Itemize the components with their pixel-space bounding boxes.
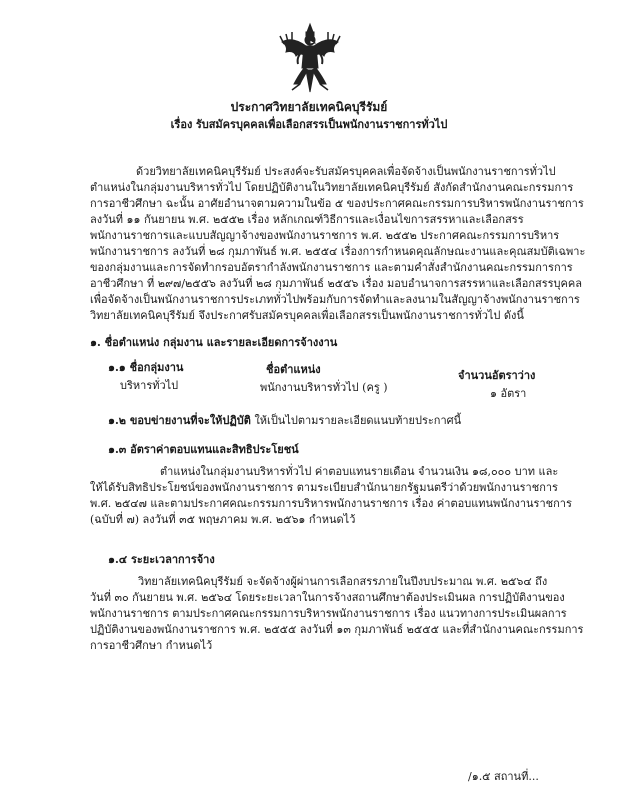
subject-text: รับสมัครบุคคลเพื่อเลือกสรรเป็นพนักงานราชการทั่วไป bbox=[195, 118, 448, 131]
scope-text: ให้เป็นไปตามรายละเอียดแนบท้ายประกาศนี้ bbox=[254, 414, 462, 427]
position-label: ชื่อตำแหน่ง bbox=[266, 363, 321, 376]
position-value: พนักงานบริหารทั่วไป (ครู ) bbox=[260, 381, 388, 394]
garuda-emblem-icon bbox=[278, 22, 342, 94]
intro-line: ลงวันที่ ๑๑ กันยายน พ.ศ. ๒๕๕๒ เรื่อง หลักเกณฑ์วิธีการและเงื่อนไขการสรรหาและเลือกสรร bbox=[90, 213, 524, 226]
intro-line: ของกลุ่มงานและการจัดทำกรอบอัตรากำลังพนักงานราชการ และตามคำสั่งสำนักงานคณะกรรมการการ bbox=[90, 261, 573, 274]
group-label: ๑.๑ ชื่อกลุ่มงาน bbox=[108, 361, 184, 374]
compensation-line: ตำแหน่งในกลุ่มงานบริหารทั่วไป ค่าตอบแทนรายเดือน จำนวนเงิน ๑๘,๐๐๐ บาท และ bbox=[160, 465, 559, 478]
subject-line bbox=[0, 118, 618, 132]
employment-period-label: ๑.๔ ระยะเวลาการจ้าง bbox=[108, 553, 215, 566]
scope-line bbox=[108, 414, 461, 428]
intro-line: วิทยาลัยเทคนิคบุรีรัมย์ จึงประกาศรับสมัครบุคคลเพื่อเลือกสรรเป็นพนักงานราชการทั่วไป ดังนี้ bbox=[90, 309, 524, 322]
intro-line: การอาชีวศึกษา ฉะนั้น อาศัยอำนาจตามความในข้อ ๕ ของประกาศคณะกรรมการบริหารพนักงานราชการ bbox=[90, 197, 584, 210]
compensation-line: (ฉบับที่ ๗) ลงวันที่ ๓๕ พฤษภาคม พ.ศ. ๒๕๖๑ กำหนดไว้ bbox=[90, 513, 356, 526]
section1-heading: ๑. ชื่อตำแหน่ง กลุ่มงาน และรายละเอียดการจ้างงาน bbox=[90, 336, 338, 349]
subject-label: เรื่อง bbox=[170, 118, 193, 131]
scope-label: ๑.๒ ขอบข่ายงานที่จะให้ปฏิบัติ bbox=[108, 414, 251, 427]
intro-line: พนักงานราชการ ลงวันที่ ๒๘ กุมภาพันธ์ พ.ศ. ๒๕๕๔ เรื่องการกำหนดคุณลักษณะงานและคุณสมบัติเฉพาะ bbox=[90, 245, 586, 258]
compensation-line: ให้ได้รับสิทธิประโยชน์ของพนักงานราชการ ตามระเบียบสำนักนายกรัฐมนตรีว่าด้วยพนักงานราชการ bbox=[90, 481, 558, 494]
compensation-line: พ.ศ. ๒๕๔๗ และตามประกาศคณะกรรมการบริหารพนักงานราชการ เรื่อง ค่าตอบแทนพนักงานราชการ bbox=[90, 497, 572, 510]
compensation-label: ๑.๓ อัตราค่าตอบแทนและสิทธิประโยชน์ bbox=[108, 443, 299, 456]
employment-period-line: การอาชีวศึกษา กำหนดไว้ bbox=[90, 639, 213, 652]
intro-line: ด้วยวิทยาลัยเทคนิคบุรีรัมย์ ประสงค์จะรับสมัครบุคคลเพื่อจัดจ้างเป็นพนักงานราชการทั่วไป bbox=[136, 165, 556, 178]
vacancy-value: ๑ อัตรา bbox=[490, 387, 527, 400]
intro-line: เพื่อจัดจ้างเป็นพนักงานราชการประเภททั่วไปพร้อมกับการจัดทำและลงนามในสัญญาจ้างพนักงานราชการ bbox=[90, 293, 580, 306]
intro-line: อาชีวศึกษา ที่ ๒๙๗/๒๕๕๖ ลงวันที่ ๒๘ กุมภาพันธ์ ๒๕๕๖ เรื่อง มอบอำนาจการสรรหาและเลือกสรรบุคคล bbox=[90, 277, 582, 290]
group-value: บริหารทั่วไป bbox=[120, 379, 179, 392]
employment-period-line: วันที่ ๓๐ กันยายน พ.ศ. ๒๕๖๔ โดยระยะเวลาในการจ้างสถานศึกษาต้องประเมินผล การปฏิบัติงานของ bbox=[90, 591, 565, 604]
vacancy-label: จำนวนอัตราว่าง bbox=[458, 369, 536, 382]
employment-period-line: พนักงานราชการ ตามประกาศคณะกรรมการบริหารพนักงานราชการ เรื่อง แนวทางการประเมินผลการ bbox=[90, 607, 567, 620]
employment-period-line: วิทยาลัยเทคนิคบุรีรัมย์ จะจัดจ้างผู้ผ่านการเลือกสรรภายในปีงบประมาณ พ.ศ. ๒๕๖๔ ถึง bbox=[138, 575, 548, 588]
intro-line: พนักงานราชการและแบบสัญญาจ้างของพนักงานราชการ พ.ศ. ๒๕๕๒ ประกาศคณะกรรมการบริหาร bbox=[90, 229, 560, 242]
document-title: ประกาศวิทยาลัยเทคนิคบุรีรัมย์ bbox=[230, 100, 388, 114]
intro-line: ตำแหน่งในกลุ่มงานบริหารทั่วไป โดยปฏิบัติงานในวิทยาลัยเทคนิคบุรีรัมย์ สังกัดสำนักงานคณะกรรมการ bbox=[90, 181, 574, 194]
continuation-note: /๑.๕ สถานที่... bbox=[468, 770, 539, 783]
employment-period-line: ปฏิบัติงานของพนักงานราชการ พ.ศ. ๒๕๕๕ ลงวันที่ ๑๓ กุมภาพันธ์ ๒๕๕๕ และที่สำนักงานคณะกรรมการ bbox=[90, 623, 584, 636]
